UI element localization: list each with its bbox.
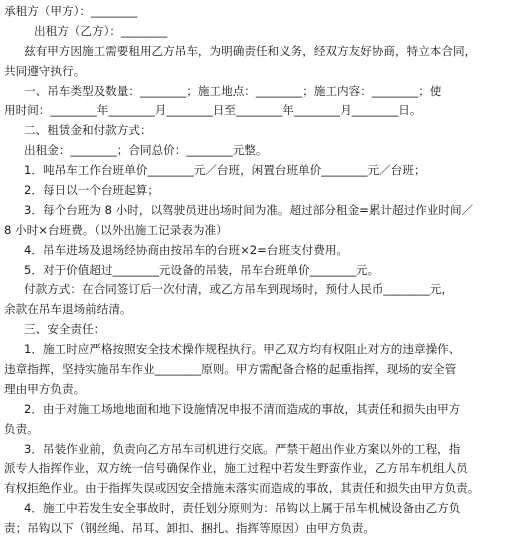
contract-line: 共同遵守执行。: [4, 63, 86, 78]
contract-line: 出租方（乙方）：________: [34, 23, 168, 38]
contract-line: 兹有甲方因施工需要租用乙方吊车，为明确责任和义务，经双方友好协商，特立本合同，: [24, 43, 477, 58]
contract-line: 2．由于对施工场地地面和地下设施情况申报不清而造成的事故，其责任和损失由甲方: [24, 401, 461, 416]
contract-line: 承租方（甲方）：________: [4, 4, 138, 18]
contract-line: 出租金：________；合同总价：________元整。: [24, 143, 268, 158]
contract-line: 负责。: [4, 421, 39, 436]
contract-line: 有权拒绝作业。由于指挥失误或因安全措施未落实而造成的事故，其责任和损失由甲方负责。: [4, 481, 480, 496]
contract-line: 派专人指挥作业，双方统一信号确保作业，施工过程中若发生野蛮作业，乙方吊车机组人员: [4, 461, 468, 476]
contract-line: 1．吨吊车工作台班单价________元／台班，闲置台班单价________元／台班；: [24, 163, 426, 178]
contract-line: 3．每个台班为 8 小时，以驾驶员进出场时间为准。超过部分租金=累计超过作业时间／: [24, 202, 474, 217]
contract-body: [4, 2, 511, 539]
contract-line: 一、吊车类型及数量：________；施工地点：________；施工内容：________；使: [24, 83, 442, 98]
contract-line: 付款方式：在合同签订后一次付清，或乙方吊车到现场时，预付人民币________元，: [24, 282, 453, 297]
contract-line: 2．每日以一个台班起算；: [24, 183, 159, 198]
contract-line: 违章指挥，坚持实施吊车作业________原则。甲方需配备合格的起重指挥，现场的安全管: [4, 362, 457, 377]
contract-line: 4．吊车进场及退场经协商由按吊车的台班×2=台班支付费用。: [24, 242, 349, 257]
contract-line: 5．对于价值超过________元设备的吊装，吊车台班单价________元。: [24, 262, 380, 277]
contract-line: 余款在吊车退场前结清。: [4, 302, 132, 317]
contract-line: 三、安全责任：: [24, 322, 106, 337]
contract-line: 理由甲方负责。: [4, 381, 86, 396]
contract-line: 8 小时×台班费。（以外出施工记录表为准）: [4, 222, 228, 237]
contract-line: 责；吊钩以下（钢丝绳、吊耳、卸扣、捆扎、指挥等原因）由甲方负责。: [4, 521, 376, 536]
contract-line: 4．施工中若发生安全事故时，责任划分原则为：吊钩以上属于吊车机械设备由乙方负: [24, 501, 461, 516]
contract-line: 3．吊装作业前，负责向乙方吊车司机进行交底。严禁干超出作业方案以外的工程，指: [24, 441, 461, 456]
contract-line: 二、租赁金和付款方式：: [24, 123, 152, 138]
contract-line: 1．施工时应严格按照安全技术操作规程执行。甲乙双方均有权阻止对方的违章操作、: [24, 342, 461, 357]
contract-line: 用时间：________年________月________日至________年________月________日。: [4, 103, 422, 118]
